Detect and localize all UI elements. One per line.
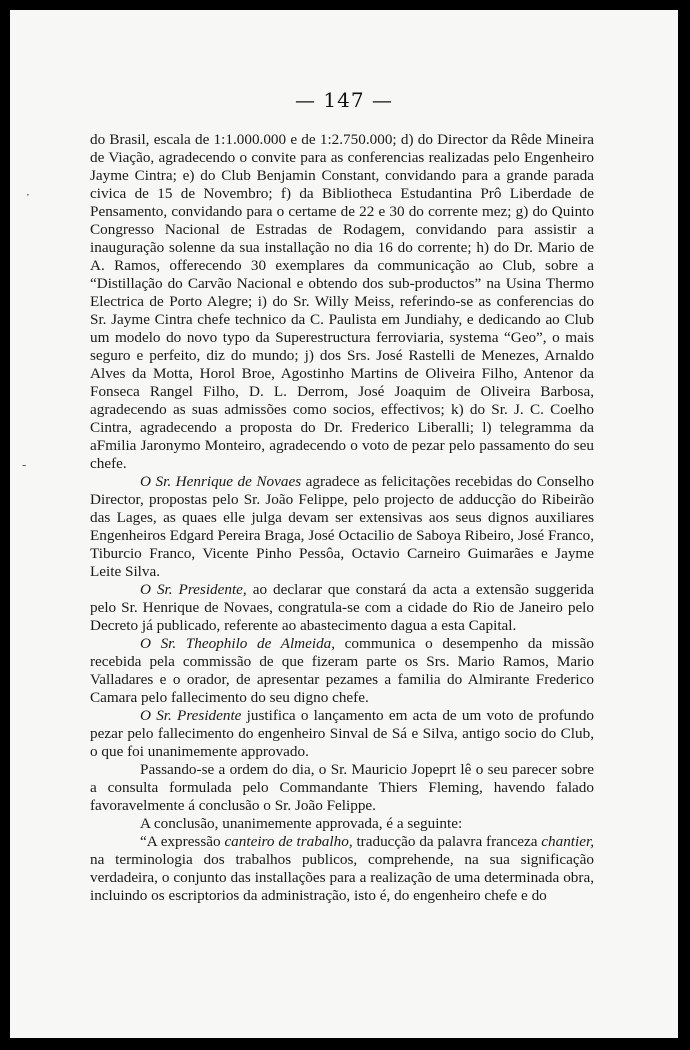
scan-mark: · bbox=[26, 188, 30, 202]
paragraph bbox=[90, 131, 594, 473]
text-run: communica o desempenho da missão recebida pela commissão de que fizeram parte os Srs. Mario Ramos, Mario Valladares e o orador, de apresentar pezames a familia do Almirante Frederico Camara pelo fallecimento do seu digno chefe. bbox=[90, 635, 594, 706]
paragraph bbox=[90, 707, 594, 761]
text-run: A conclusão, unanimemente approvada, é a seguinte: bbox=[140, 815, 463, 832]
text-run: “A expressão bbox=[140, 833, 225, 850]
text-run: do Brasil, escala de 1:1.000.000 e de 1:2.750.000; d) do Director da Rêde Mineira de Viação, agradecendo o convite para as conferencias realizadas pelo Engenheiro Jayme Cintra; e) do Club Benjamin Constant, convidando para a grande parada civica de 15 de Novembro; f) da Bibliotheca Estudantina Prô Liberdade de Pensamento, convidando para o certame de 22 e 30 do corrente mez; g) do Quinto Congresso Nacional de Estradas de Rodagem, convidando para assistir a inauguração solenne da sua installação no dia 16 do corrente; h) do Dr. Mario de A. Ramos, offerecendo 30 exemplares da communicação ao Club, sobre a “Distillação do Carvão Nacional e obtendo dos sub-productos” na Usina Thermo Electrica de Porto Alegre; i) do Sr. Willy Meiss, referindo-se as conferencias do Sr. Jayme Cintra chefe technico da C. Paulista em Jundiahy, e dedicando ao Club um modelo do novo typo da Superestructura ferroviaria, systema “Geo”, o mais seguro e perfeito, diz do mundo; j) dos Srs. José Rastelli de Menezes, Arnaldo Alves da Motta, Horol Broe, Agostinho Martins de Oliveira Filho, Antenor da Fonseca Rangel Filho, D. L. Derrom, José Joaquim de Oliveira Barbosa, agradecendo as suas admissões como socios, effectivos; k) do Sr. J. C. Coelho Cintra, agradecendo a proposta do Dr. Frederico Liberalli; l) telegramma da aFmilia Jaronymo Monteiro, agradecendo o voto de pezar pelo passamento do seu chefe. bbox=[90, 131, 594, 472]
document-page bbox=[10, 10, 678, 1038]
paragraph bbox=[90, 635, 594, 707]
italic-term: canteiro de trabalho, bbox=[224, 833, 353, 850]
text-run: Passando-se a ordem do dia, o Sr. Mauricio Jopeprt lê o seu parecer sobre a consulta formulada pelo Commandante Thiers Fleming, havendo falado favoravelmente á conclusão o Sr. João Felippe. bbox=[90, 761, 594, 814]
body-text bbox=[90, 131, 594, 905]
paragraph bbox=[90, 473, 594, 581]
paragraph bbox=[90, 815, 594, 833]
paragraph bbox=[90, 761, 594, 815]
speaker-name: O Sr. Henrique de Novaes bbox=[140, 473, 302, 490]
speaker-name: O Sr. Theophilo de Almeida, bbox=[140, 635, 336, 652]
text-run: traducção da palavra franceza bbox=[352, 833, 542, 850]
paragraph bbox=[90, 833, 594, 905]
text-run: justifica o lançamento em acta de um voto de profundo pezar pelo fallecimento do engenheiro Sinval de Sá e Silva, antigo socio do Club, o que foi unanimemente approvado. bbox=[90, 707, 595, 760]
speaker-name: O Sr. Presidente bbox=[140, 707, 242, 724]
text-run: na terminologia dos trabalhos publicos, comprehende, na sua significação verdadeira, o conjunto das installações para a realização de uma determinada obra, incluindo os escriptorios da administração, isto é, do engenheiro chefe e do bbox=[90, 851, 594, 904]
text-run: agradece as felicitações recebidas do Conselho Director, propostas pelo Sr. João Felippe, pelo projecto de adducção do Ribeirão das Lages, as quaes elle julga devam ser extensivas aos seus dignos auxiliares Engenheiros Edgard Pereira Braga, José Octacilio de Saboya Ribeiro, José Franco, Tiburcio Franco, Vicente Pinho Pessôa, Octavio Carneiro Guimarães e Jayme Leite Silva. bbox=[90, 473, 594, 580]
page-number: — 147 — bbox=[295, 88, 393, 112]
italic-term: chantier, bbox=[541, 833, 595, 850]
paragraph bbox=[90, 581, 594, 635]
speaker-name: O Sr. Presidente, bbox=[140, 581, 247, 598]
scan-mark: - bbox=[22, 458, 27, 472]
text-run: ao declarar que constará da acta a extensão suggerida pelo Sr. Henrique de Novaes, congratula-se com a cidade do Rio de Janeiro pelo Decreto já publicado, referente ao abastecimento dagua a esta Capital. bbox=[90, 581, 595, 634]
